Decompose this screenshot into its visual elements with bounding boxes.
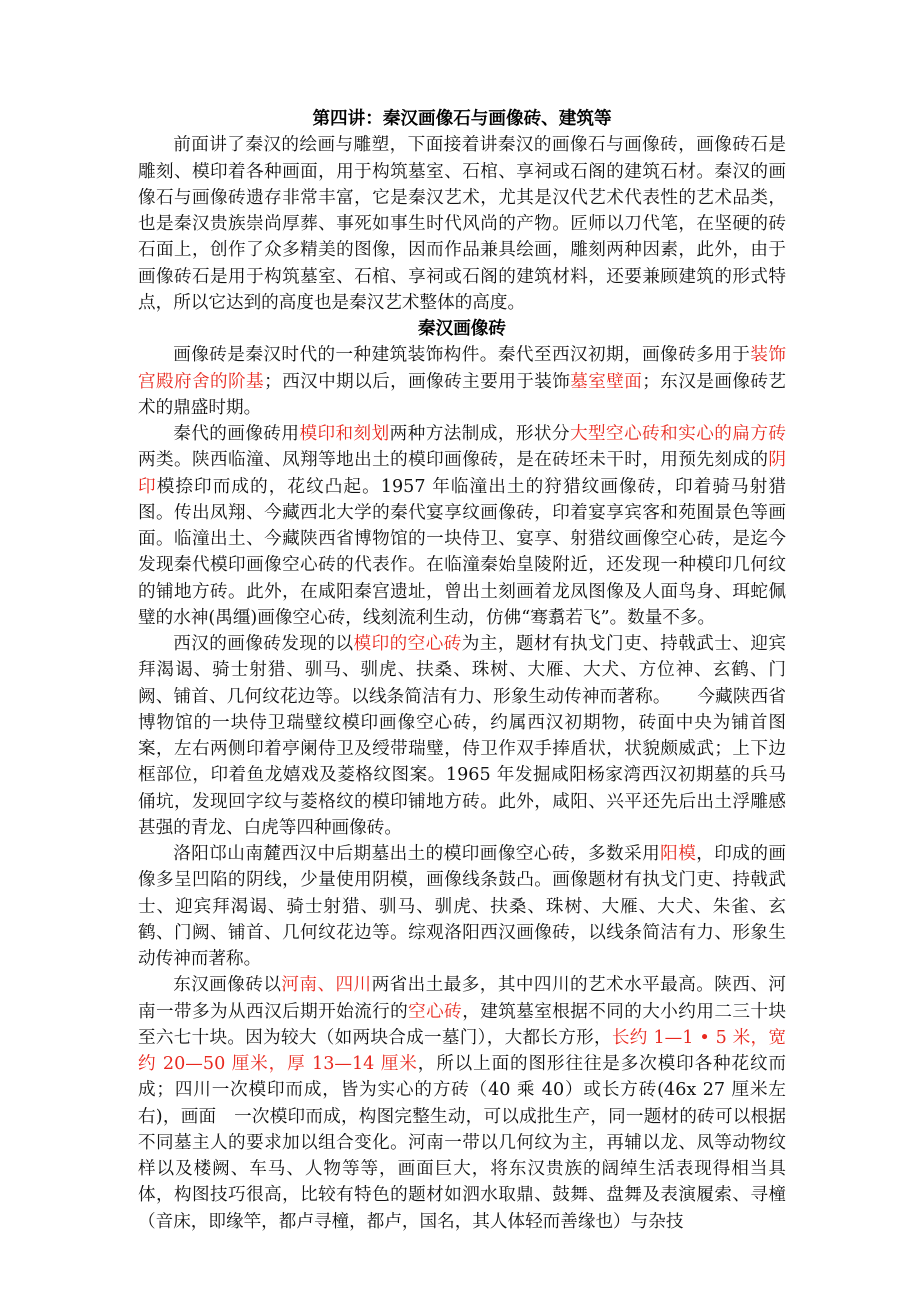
paragraph-2: 秦代的画像砖用模印和刻划两种方法制成，形状分大型空心砖和实心的扁方砖两类。陕西临潼、凤翔等地出土的模印画像砖，是在砖坯未干时，用预先刻成的阴印模捺印而成的，花纹凸起。1957 年临潼出土的狩猎纹画像砖，印着骑马射猎图。传出凤翔、今藏西北大学的秦代宴享纹画像砖，印着宴享宾客和苑囿景色等画面。临潼出土、今藏陕西省博物馆的一块侍卫、宴享、射猎纹画像空心砖，是迄今发现秦代模印画像空心砖的代表作。在临潼秦始皇陵附近，还发现一种模印几何纹的铺地方砖。此外，在咸阳秦宫遗址，曾出土刻画着龙凤图像及人面鸟身、珥蛇佩璧的水神(禺缰)画像空心砖，线刻流利生动，仿佛“骞翥若飞”。数量不多。 bbox=[138, 424, 786, 628]
highlight-text: 阳模 bbox=[660, 844, 697, 864]
paragraph-5: 东汉画像砖以河南、四川两省出土最多，其中四川的艺术水平最高。陕西、河南一带多为从西汉后期开始流行的空心砖，建筑墓室根据不同的大小约用二三十块至六七十块。因为较大（如两块合成一墓门），大都长方形，长约 1—1 • 5 米，宽约 20—50 厘米，厚 13—14 厘米，所以上面的图形往往是多次模印各种花纹而成；四川一次模印而成，皆为实心的方砖（40 乘 40）或长方砖(46x 27 厘米左右)，画面 一次模印而成，构图完整生动，可以成批生产，同一题材的砖可以根据不同墓主人的要求加以组合变化。河南一带以几何纹为主，再辅以龙、凤等动物纹样以及楼阙、车马、人物等等，画面巨大，将东汉贵族的阔绰生活表现得相当具体，构图技巧很高，比较有特色的题材如泗水取鼎、鼓舞、盘舞及表演履索、寻橦（音床，即缘竿，都卢寻橦，都卢，国名，其人体轻而善缘也）与杂技 bbox=[138, 975, 786, 1232]
highlight-text: 大型空心砖和实心的扁方砖 bbox=[569, 424, 786, 444]
highlight-text: 河南、四川 bbox=[281, 975, 372, 996]
highlight-text: 模印的空心砖 bbox=[353, 634, 462, 654]
highlight-text: 长约 1—1 • 5 米，宽约 20—50 厘米，厚 13—14 厘米 bbox=[138, 1027, 786, 1074]
paragraph-3: 西汉的画像砖发现的以模印的空心砖为主，题材有执戈门吏、持戟武士、迎宾拜渴谒、骑士射猎、驯马、驯虎、扶桑、珠树、大雁、大犬、方位神、玄鹤、门阙、铺首、几何纹花边等。以线条简洁有力、形象生动传神而著称。 今藏陕西省博物馆的一块侍卫瑞璧纹模印画像空心砖，约属西汉初期物，砖面中央为铺首图案，左右两侧印着亭阑侍卫及绶带瑞璧，侍卫作双手捧盾状，状貌颇威武；上下边框部位，印着鱼龙嬉戏及菱格纹图案。1965 年发掘咸阳杨家湾西汉初期墓的兵马俑坑，发现回字纹与菱格纹的模印铺地方砖。此外，咸阳、兴平还先后出土浮雕感甚强的青龙、白虎等四种画像砖。 bbox=[138, 634, 786, 838]
paragraph-4: 洛阳邙山南麓西汉中后期墓出土的模印画像空心砖，多数采用阳模，印成的画像多呈凹陷的阴线，少量使用阴模，画像线条鼓凸。画像题材有执戈门吏、持戟武士、迎宾拜渴谒、骑士射猎、驯马、驯虎、扶桑、珠树、大雁、大犬、朱雀、玄鹤、门阙、铺首、几何纹花边等。综观洛阳西汉画像砖，以线条简洁有力、形象生动传神而著称。 bbox=[138, 844, 786, 969]
intro-paragraph: 前面讲了秦汉的绘画与雕塑，下面接着讲秦汉的画像石与画像砖，画像砖石是雕刻、模印着各种画面，用于构筑墓室、石棺、享祠或石阁的建筑石材。秦汉的画像石与画像砖遗存非常丰富，它是秦汉艺术，尤其是汉代艺术代表性的艺术品类，也是秦汉贵族崇尚厚葬、事死如事生时代风尚的产物。匠师以刀代笔，在坚硬的砖石面上，创作了众多精美的图像，因而作品兼具绘画，雕刻两种因素，此外，由于画像砖石是用于构筑墓室、石棺、享祠或石阁的建筑材料，还要兼顾建筑的形式特点，所以它达到的高度也是秦汉艺术整体的高度。 bbox=[138, 135, 786, 313]
lecture-title: 第四讲：秦汉画像石与画像砖、建筑等 bbox=[312, 109, 612, 129]
highlight-text: 装饰宫殿府舍的阶基 bbox=[138, 345, 786, 392]
section-title: 秦汉画像砖 bbox=[418, 319, 506, 339]
paragraph-1: 画像砖是秦汉时代的一种建筑装饰构件。秦代至西汉初期，画像砖多用于装饰宫殿府舍的阶基；西汉中期以后，画像砖主要用于装饰墓室壁面；东汉是画像砖艺术的鼎盛时期。 bbox=[138, 345, 786, 418]
highlight-text: 墓室壁面 bbox=[570, 371, 643, 392]
highlight-text: 空心砖 bbox=[408, 1001, 463, 1022]
document-page bbox=[138, 106, 786, 1235]
highlight-text: 阴印 bbox=[138, 450, 786, 497]
highlight-text: 模印和刻划 bbox=[299, 424, 390, 444]
